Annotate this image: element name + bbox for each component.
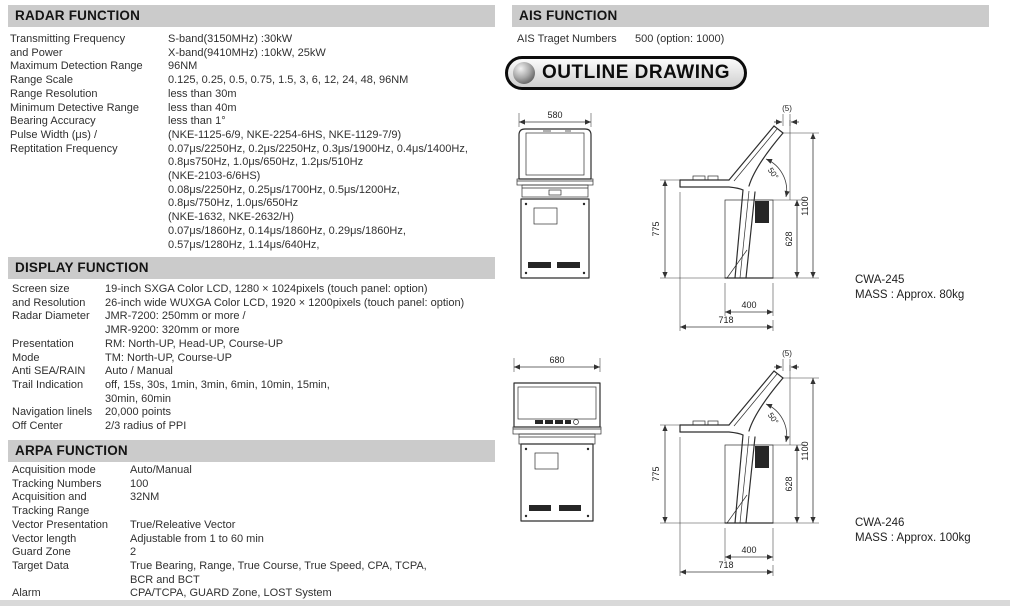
spec-label: Radar Diameter [12, 310, 90, 323]
spec-value: X-band(9410MHz) :10kW, 25kW [168, 46, 326, 59]
dim-console-height: 628 [784, 231, 794, 247]
model-number: CWA-245 [855, 274, 905, 286]
spec-value: Auto/Manual [130, 464, 192, 476]
outline-drawing-cwa246 [505, 345, 835, 603]
spec-value: off, 15s, 30s, 1min, 3min, 6min, 10min, 15min, [105, 378, 330, 391]
spec-value: 26-inch wide WUXGA Color LCD, 1920 × 1200pixels (touch panel: option) [105, 296, 465, 309]
spec-label: Bearing Accuracy [10, 115, 96, 128]
spec-label: Off Center [12, 420, 63, 433]
outline-drawing-title: OUTLINE DRAWING [542, 62, 730, 83]
spec-row [10, 60, 495, 74]
spec-label: Navigation linels [12, 406, 93, 419]
arpa-section-header [8, 440, 495, 462]
dim-front-width: 580 [547, 110, 563, 120]
spec-row [12, 310, 495, 324]
spec-label: and Resolution [12, 296, 86, 309]
dim-total-depth: 718 [718, 315, 734, 325]
spec-value: 0.125, 0.25, 0.5, 0.75, 1.5, 3, 6, 12, 24, 48, 96NM [168, 74, 409, 87]
outline-drawing-badge [505, 56, 747, 90]
spec-label: AIS Traget Numbers [517, 33, 617, 45]
spec-row [12, 393, 495, 407]
spec-label: Trail Indication [12, 378, 84, 391]
spec-label: Mode [12, 351, 40, 364]
spec-value: 2 [130, 546, 137, 559]
spec-row [10, 129, 495, 143]
spec-row [10, 143, 495, 157]
spec-value: True/Releative Vector [130, 518, 236, 531]
arpa-section-title: ARPA FUNCTION [15, 443, 128, 458]
spec-value: (NKE-1125-6/9, NKE-2254-6HS, NKE-1129-7/9) [168, 128, 402, 141]
spec-value: 32NM [130, 491, 160, 504]
spec-value: S-band(3150MHz) :30kW [168, 33, 293, 45]
dim-tilt-angle: 50° [765, 166, 781, 182]
spec-row [12, 297, 495, 311]
outline-drawing-cwa245 [505, 100, 835, 350]
spec-label: Target Data [12, 559, 69, 572]
spec-row [12, 420, 495, 434]
spec-row [12, 574, 495, 588]
spec-label: Pulse Width (μs) / [10, 128, 98, 141]
spec-value: 96NM [168, 60, 198, 73]
spec-value: 0.57μs/1280Hz, 1.14μs/640Hz, [168, 238, 320, 251]
spec-value: Adjustable from 1 to 60 min [130, 532, 264, 545]
spec-row [10, 197, 495, 211]
spec-row [10, 211, 495, 225]
spec-row [10, 74, 495, 88]
dim-base-depth: 400 [741, 545, 757, 555]
spec-row [12, 587, 495, 601]
sphere-icon [513, 62, 535, 84]
model-number: CWA-246 [855, 517, 905, 529]
spec-row [12, 283, 495, 297]
spec-value: (NKE-2103-6/6HS) [168, 170, 261, 183]
spec-value: RM: North-UP, Head-UP, Course-UP [105, 337, 284, 350]
spec-label: Presentation [12, 337, 74, 350]
spec-row [10, 184, 495, 198]
spec-row [12, 546, 495, 560]
spec-label: Tracking Range [12, 505, 90, 518]
display-spec-table [12, 283, 495, 434]
cwa246-model-label [855, 516, 971, 545]
spec-value: 0.07μs/1860Hz, 0.14μs/1860Hz, 0.29μs/1860Hz, [168, 224, 406, 237]
spec-row [10, 115, 495, 129]
spec-row [10, 225, 495, 239]
spec-row [10, 88, 495, 102]
spec-row [12, 338, 495, 352]
ais-section-header [512, 5, 989, 27]
spec-label: Range Resolution [10, 87, 98, 100]
spec-label: Acquisition mode [12, 464, 96, 476]
spec-value: 2/3 radius of PPI [105, 420, 187, 433]
spec-label: Vector Presentation [12, 518, 109, 531]
spec-row [12, 519, 495, 533]
spec-value: 100 [130, 477, 149, 490]
spec-row [12, 324, 495, 338]
spec-label: and Power [10, 46, 63, 59]
spec-value: 0.07μs/2250Hz, 0.2μs/2250Hz, 0.3μs/1900Hz, 0.4μs/1400Hz, [168, 142, 468, 155]
dim-height: 775 [651, 221, 661, 237]
radar-section-header [8, 5, 495, 27]
spec-label: Anti SEA/RAIN [12, 365, 86, 378]
spec-row [12, 478, 495, 492]
spec-value: 0.8μs750Hz, 1.0μs/650Hz, 1.2μs/510Hz [168, 156, 364, 169]
spec-value: CPA/TCPA, GUARD Zone, LOST System [130, 587, 332, 600]
spec-label: Maximum Detection Range [10, 60, 143, 73]
spec-value: 19-inch SXGA Color LCD, 1280 × 1024pixels (touch panel: option) [105, 283, 428, 295]
spec-value: Auto / Manual [105, 365, 173, 378]
dim-total-height: 1100 [800, 441, 810, 461]
display-section-header [8, 257, 495, 279]
dim-height: 775 [651, 466, 661, 482]
cwa245-front-view [517, 113, 593, 278]
ais-section-title: AIS FUNCTION [519, 8, 618, 23]
spec-value: less than 1° [168, 115, 226, 128]
spec-row [10, 33, 495, 47]
spec-label: Screen size [12, 283, 70, 295]
spec-row [12, 505, 495, 519]
spec-row [12, 464, 495, 478]
spec-value: 500 (option: 1000) [635, 33, 725, 45]
page-bottom-divider [0, 600, 1010, 606]
dim-base-depth: 400 [741, 300, 757, 310]
spec-value: less than 40m [168, 101, 237, 114]
spec-label: Acquisition and [12, 491, 87, 504]
spec-value: less than 30m [168, 87, 237, 100]
cwa246-front-view [513, 358, 601, 521]
spec-row [12, 491, 495, 505]
spec-value: JMR-9200: 320mm or more [105, 324, 240, 337]
spec-row [12, 365, 495, 379]
spec-value: 30min, 60min [105, 392, 172, 405]
spec-label: Reptitation Frequency [10, 142, 118, 155]
spec-row [517, 33, 987, 47]
spec-label: Alarm [12, 587, 41, 600]
spec-value: (NKE-1632, NKE-2632/H) [168, 211, 294, 224]
spec-row [10, 47, 495, 61]
arpa-spec-table [12, 464, 495, 601]
model-mass: MASS : Approx. 80kg [855, 288, 965, 301]
spec-row [10, 156, 495, 170]
spec-value: BCR and BCT [130, 573, 200, 586]
spec-row [10, 170, 495, 184]
model-mass: MASS : Approx. 100kg [855, 531, 971, 544]
spec-label: Transmitting Frequency [10, 33, 126, 45]
spec-row [12, 533, 495, 547]
spec-label: Guard Zone [12, 546, 71, 559]
ais-spec-table [517, 33, 987, 47]
spec-row [12, 560, 495, 574]
spec-label: Minimum Detective Range [10, 101, 139, 114]
dim-total-depth: 718 [718, 560, 734, 570]
spec-value: TM: North-UP, Course-UP [105, 351, 232, 364]
spec-label: Range Scale [10, 74, 73, 87]
spec-row [10, 239, 495, 253]
dim-total-height: 1100 [800, 196, 810, 216]
spec-value: 0.08μs/2250Hz, 0.25μs/1700Hz, 0.5μs/1200Hz, [168, 183, 400, 196]
dim-front-width: 680 [549, 355, 565, 365]
spec-value: 20,000 points [105, 406, 172, 419]
dim-top-gap: (5) [782, 104, 792, 113]
dim-tilt-angle: 50° [765, 411, 781, 427]
dim-top-gap: (5) [782, 349, 792, 358]
spec-value: True Bearing, Range, True Course, True Speed, CPA, TCPA, [130, 559, 427, 572]
radar-spec-table [10, 33, 495, 252]
spec-row [12, 406, 495, 420]
spec-row [10, 102, 495, 116]
spec-row [12, 352, 495, 366]
spec-label: Vector length [12, 532, 77, 545]
cwa245-model-label [855, 273, 964, 302]
spec-value: 0.8μs/750Hz, 1.0μs/650Hz [168, 197, 299, 210]
spec-value: JMR-7200: 250mm or more / [105, 310, 246, 323]
display-section-title: DISPLAY FUNCTION [15, 260, 149, 275]
radar-section-title: RADAR FUNCTION [15, 8, 141, 23]
dim-console-height: 628 [784, 476, 794, 492]
spec-row [12, 379, 495, 393]
spec-label: Tracking Numbers [12, 477, 102, 490]
